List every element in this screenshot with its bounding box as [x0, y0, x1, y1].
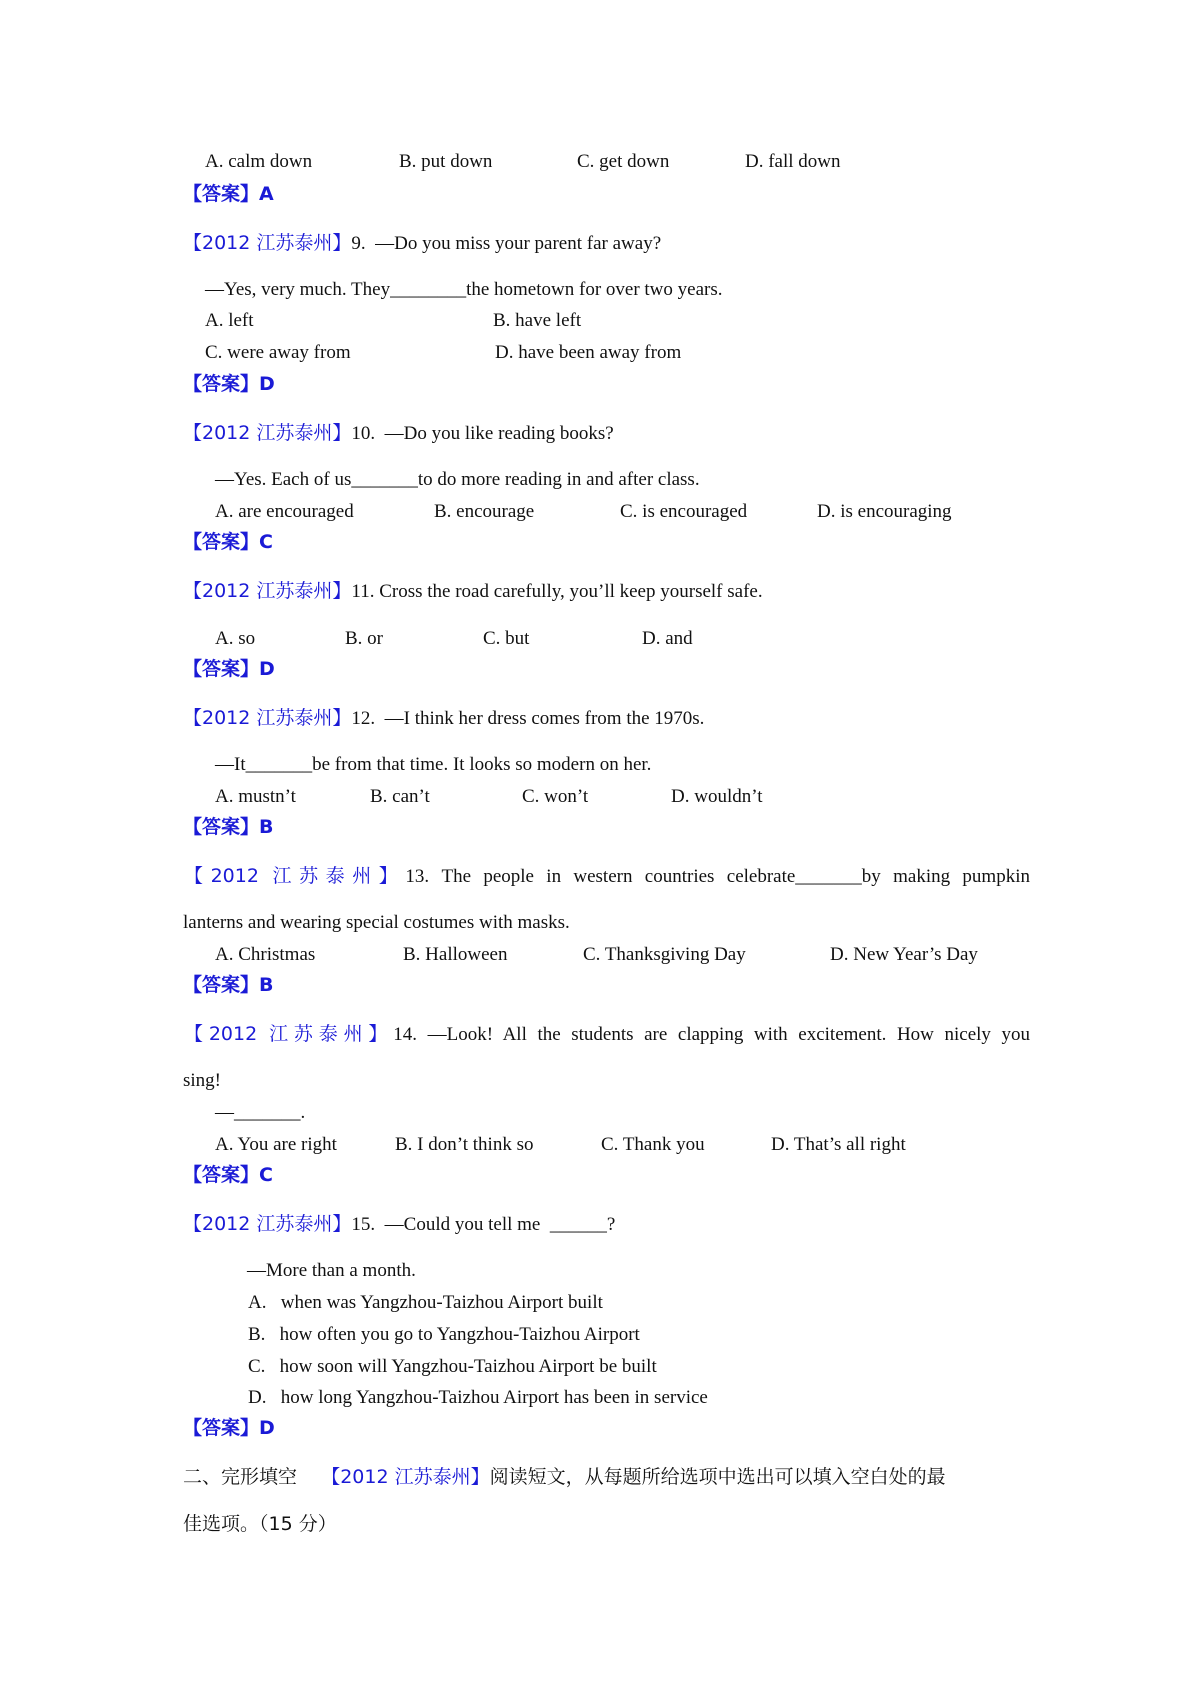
section-instruction-continuation: 佳选项。（15 分）	[183, 1513, 337, 1535]
source-tag: 【2012 江苏泰州】	[183, 707, 352, 729]
question-text: 12. —I think her dress comes from the 1970s.	[351, 708, 705, 729]
option-c: C. were away from	[205, 342, 351, 363]
question-line	[183, 421, 614, 446]
option-b: B. or	[345, 628, 383, 649]
option-b: B. how often you go to Yangzhou-Taizhou Airport	[248, 1324, 640, 1345]
answer-label: 【答案】B	[183, 816, 274, 838]
option-c: C. won’t	[522, 786, 589, 807]
question-continuation: sing!	[183, 1070, 221, 1091]
option-c: C. how soon will Yangzhou-Taizhou Airport be built	[248, 1356, 657, 1377]
option-b: B. I don’t think so	[395, 1134, 534, 1155]
option-c: C. Thanksgiving Day	[583, 944, 746, 965]
section-heading: 二、完形填空	[183, 1466, 298, 1488]
question-text: 15. —Could you tell me ______?	[351, 1214, 616, 1235]
option-b: B. have left	[493, 310, 582, 331]
question-continuation: lanterns and wearing special costumes with masks.	[183, 912, 570, 933]
option-d: D. have been away from	[495, 342, 682, 363]
option-a: A. when was Yangzhou-Taizhou Airport built	[248, 1292, 603, 1313]
question-text: 13. The people in western countries celebrate_______by making pumpkin	[405, 866, 1030, 887]
option-a: A. are encouraged	[215, 501, 354, 522]
option-a: A. You are right	[215, 1134, 337, 1155]
option-a: A. left	[205, 310, 254, 331]
option-d: D. how long Yangzhou-Taizhou Airport has been in service	[248, 1387, 708, 1408]
option-d: D. New Year’s Day	[830, 944, 978, 965]
source-tag: 【2012 江苏泰州】	[183, 232, 352, 254]
answer-label: 【答案】C	[183, 1164, 273, 1186]
answer-label: 【答案】A	[183, 183, 274, 205]
question-line	[184, 1022, 1030, 1047]
option-c: C. is encouraged	[620, 501, 748, 522]
section-instruction: 阅读短文，从每题所给选项中选出可以填入空白处的最	[489, 1466, 946, 1488]
option-b: B. Halloween	[403, 944, 508, 965]
answer-label: 【答案】D	[183, 1417, 275, 1439]
question-text: 11. Cross the road carefully, you’ll keep yourself safe.	[351, 581, 763, 602]
option-b: B. encourage	[434, 501, 535, 522]
option-a: A. Christmas	[215, 944, 316, 965]
answer-label: 【答案】D	[183, 373, 275, 395]
option-a: A. so	[215, 628, 256, 649]
answer-label: 【答案】C	[183, 531, 273, 553]
source-tag: 【2012 江苏泰州】	[321, 1466, 490, 1488]
option-c: C. but	[483, 628, 530, 649]
option-c: C. get down	[577, 151, 670, 172]
question-line	[183, 579, 763, 604]
option-d: D. and	[642, 628, 693, 649]
answer-label: 【答案】B	[183, 974, 274, 996]
reply-line: —More than a month.	[247, 1260, 416, 1281]
option-c: C. Thank you	[601, 1134, 705, 1155]
reply-line: —_______.	[215, 1102, 306, 1123]
option-d: D. fall down	[745, 151, 841, 172]
option-a: A. calm down	[205, 151, 313, 172]
option-d: D. is encouraging	[817, 501, 952, 522]
question-text: 14. —Look! All the students are clapping with excitement. How nicely you	[393, 1024, 1030, 1045]
option-b: B. can’t	[370, 786, 430, 807]
source-tag: 【2012 江苏泰州】	[183, 1213, 352, 1235]
source-tag: 【2012 江苏泰州】	[183, 422, 352, 444]
question-line	[183, 1212, 615, 1237]
source-tag: 【2012 江苏泰州】	[184, 1023, 394, 1045]
section-heading-line	[183, 1465, 946, 1489]
question-line	[184, 864, 1030, 889]
option-a: A. mustn’t	[215, 786, 296, 807]
option-b: B. put down	[399, 151, 493, 172]
source-tag: 【2012 江苏泰州】	[183, 580, 352, 602]
reply-line: —Yes. Each of us_______to do more reading in and after class.	[215, 469, 700, 490]
question-text: 10. —Do you like reading books?	[351, 423, 614, 444]
answer-label: 【答案】D	[183, 658, 275, 680]
question-line	[183, 706, 704, 731]
reply-line: —It_______be from that time. It looks so modern on her.	[215, 754, 652, 775]
option-d: D. wouldn’t	[671, 786, 763, 807]
question-line	[183, 231, 661, 256]
option-d: D. That’s all right	[771, 1134, 906, 1155]
question-text: 9. —Do you miss your parent far away?	[351, 233, 662, 254]
reply-line: —Yes, very much. They________the hometown for over two years.	[205, 279, 723, 300]
source-tag: 【2012 江苏泰州】	[184, 865, 406, 887]
